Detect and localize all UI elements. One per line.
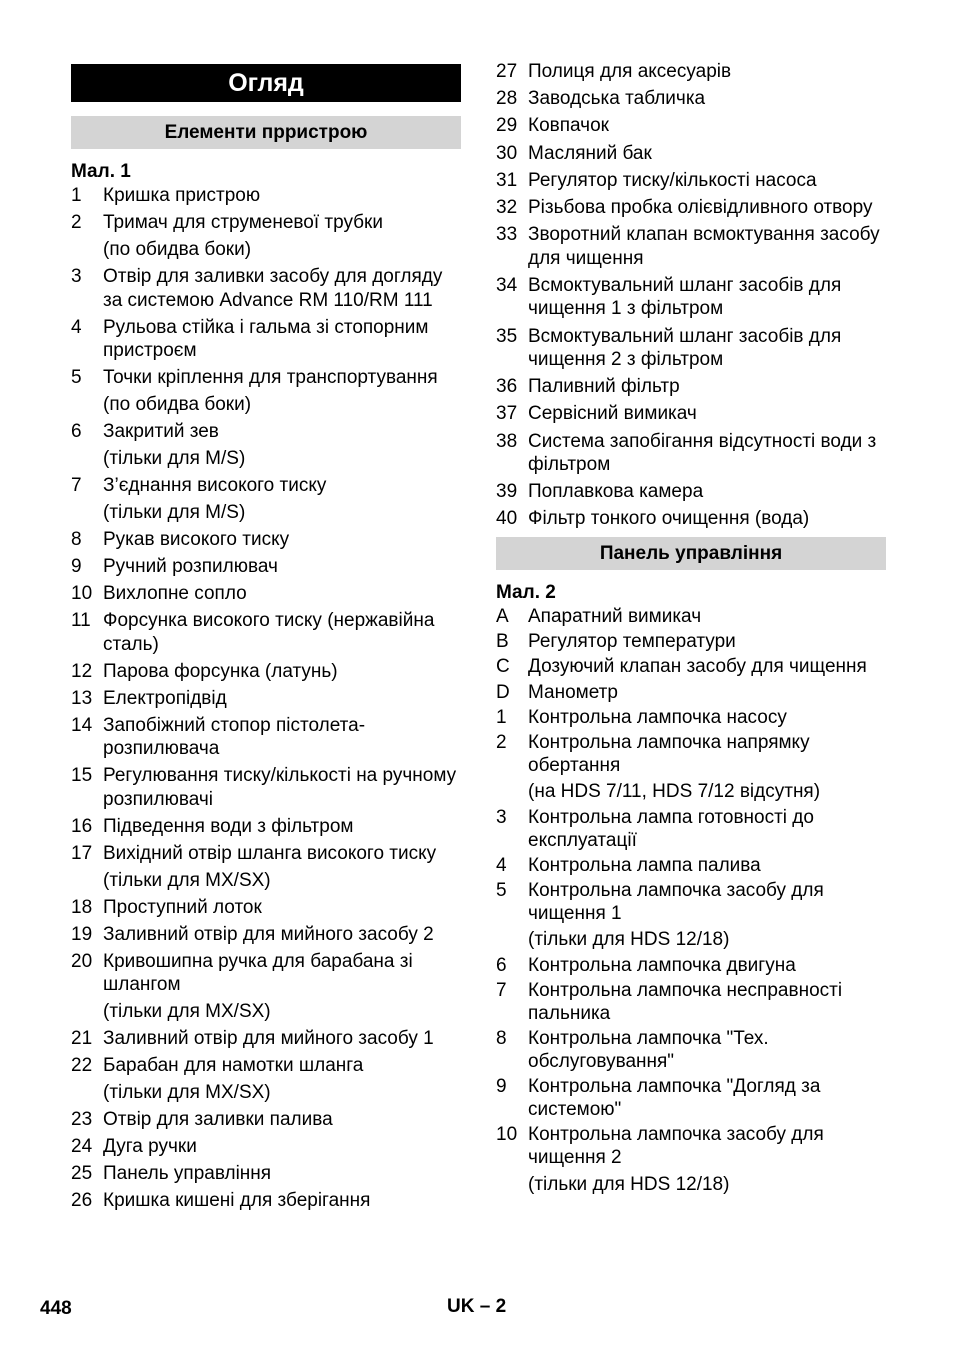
item-label: Манометр bbox=[528, 681, 618, 703]
item-text bbox=[103, 474, 461, 525]
list-item bbox=[496, 142, 886, 166]
item-number: 24 bbox=[71, 1136, 93, 1157]
item-number: 25 bbox=[71, 1163, 93, 1184]
item-text bbox=[103, 1054, 461, 1105]
item-label: Регулювання тиску/кількості на ручному розпилювачі bbox=[103, 765, 457, 810]
item-text bbox=[103, 366, 461, 417]
list-item bbox=[496, 854, 886, 877]
item-label: Дозуючий клапан засобу для чищення bbox=[528, 656, 867, 678]
list-item bbox=[71, 366, 461, 417]
item-note: (тільки для HDS 12/18) bbox=[528, 929, 730, 951]
page-number: 448 bbox=[40, 1298, 72, 1319]
list-item bbox=[496, 325, 886, 372]
item-label: Контрольна лампочка насосу bbox=[528, 706, 787, 728]
list-item bbox=[71, 528, 461, 552]
device-elements-list-continued bbox=[496, 60, 886, 531]
item-label: Отвір для заливки засобу для догляду за системою Advance RM 110/RM 111 bbox=[103, 266, 443, 311]
item-text bbox=[103, 211, 461, 262]
item-number: 7 bbox=[496, 979, 507, 1001]
list-item bbox=[496, 954, 886, 977]
list-item bbox=[496, 806, 886, 852]
item-number: 38 bbox=[496, 430, 518, 452]
item-label: Зворотний клапан всмоктування засобу для чищення bbox=[528, 224, 880, 269]
item-text bbox=[528, 731, 886, 804]
item-label: Отвір для заливки палива bbox=[103, 1109, 333, 1130]
list-item bbox=[496, 655, 886, 678]
list-item bbox=[71, 1054, 461, 1105]
list-item bbox=[496, 681, 886, 704]
list-item bbox=[71, 1189, 461, 1213]
figure-1-label: Мал. 1 bbox=[71, 161, 131, 182]
list-item bbox=[496, 430, 886, 477]
item-label: Сервісний вимикач bbox=[528, 403, 697, 425]
item-text bbox=[528, 480, 886, 504]
item-text bbox=[103, 316, 461, 363]
list-item bbox=[71, 764, 461, 811]
left-column bbox=[71, 60, 461, 1216]
item-text bbox=[528, 1027, 886, 1073]
list-item bbox=[496, 480, 886, 504]
item-label: Полиця для аксесуарів bbox=[528, 61, 732, 82]
list-item bbox=[496, 196, 886, 220]
item-number: 3 bbox=[71, 266, 82, 287]
item-text bbox=[103, 1189, 461, 1213]
item-number: 32 bbox=[496, 196, 518, 218]
item-text bbox=[103, 609, 461, 656]
item-number: 5 bbox=[496, 879, 507, 901]
item-note: (на HDS 7/11, HDS 7/12 відсутня) bbox=[528, 781, 821, 803]
item-text bbox=[528, 142, 886, 166]
item-number: 9 bbox=[496, 1076, 507, 1098]
item-number: 33 bbox=[496, 224, 518, 246]
item-number: 22 bbox=[71, 1055, 93, 1076]
list-item bbox=[496, 223, 886, 270]
item-number: 19 bbox=[71, 923, 93, 945]
list-item bbox=[71, 714, 461, 761]
item-text bbox=[528, 114, 886, 138]
list-item bbox=[71, 896, 461, 920]
item-label: Кришка пристрою bbox=[103, 185, 261, 206]
list-item bbox=[496, 605, 886, 628]
item-text bbox=[103, 555, 461, 579]
item-text bbox=[528, 325, 886, 372]
item-number: C bbox=[496, 656, 510, 678]
item-number: 1 bbox=[496, 706, 507, 728]
item-number: 6 bbox=[71, 421, 82, 442]
page-title: Огляд bbox=[71, 64, 461, 102]
item-text bbox=[103, 660, 461, 684]
item-label: Закритий зев bbox=[103, 421, 219, 442]
list-item bbox=[496, 375, 886, 399]
list-item bbox=[71, 184, 461, 208]
list-item bbox=[71, 474, 461, 525]
item-label: Всмоктувальний шланг засобів для чищення 2 з фільтром bbox=[528, 325, 842, 370]
item-label: Апаратний вимикач bbox=[528, 605, 702, 627]
item-text bbox=[528, 375, 886, 399]
item-label: Вихідний отвір шланга високого тиску bbox=[103, 842, 437, 864]
item-number: 29 bbox=[496, 115, 518, 137]
item-label: Регулятор тиску/кількості насоса bbox=[528, 169, 817, 191]
item-text bbox=[528, 879, 886, 952]
list-item bbox=[71, 609, 461, 656]
item-text bbox=[103, 582, 461, 606]
item-number: 28 bbox=[496, 88, 518, 110]
item-label: Паливний фільтр bbox=[528, 376, 680, 398]
item-text bbox=[103, 896, 461, 920]
item-text bbox=[528, 507, 886, 531]
list-item bbox=[71, 420, 461, 471]
item-text bbox=[528, 605, 886, 628]
item-text bbox=[528, 196, 886, 220]
item-label: Система запобігання відсутності води з фільтром bbox=[528, 430, 877, 476]
item-label: Барабан для намотки шланга bbox=[103, 1055, 364, 1076]
item-text bbox=[103, 923, 461, 947]
item-number: 17 bbox=[71, 842, 93, 864]
item-label: Рульова стійка і гальма зі стопорним пристроєм bbox=[103, 316, 429, 361]
list-item bbox=[496, 731, 886, 804]
item-label: Точки кріплення для транспортування bbox=[103, 367, 438, 388]
item-number: 21 bbox=[71, 1028, 93, 1049]
item-number: 7 bbox=[71, 475, 82, 496]
item-label: Контрольна лампочка несправності пальника bbox=[528, 979, 843, 1024]
item-text bbox=[103, 1135, 461, 1159]
item-label: Контрольна лампа готовності до експлуатації bbox=[528, 806, 814, 851]
item-note: (тільки для MX/SX) bbox=[103, 1082, 271, 1103]
item-note: (тільки для HDS 12/18) bbox=[528, 1173, 730, 1195]
item-number: 6 bbox=[496, 954, 507, 976]
list-item bbox=[496, 1075, 886, 1121]
item-number: 20 bbox=[71, 950, 93, 972]
item-text bbox=[103, 1027, 461, 1051]
item-label: Електропідвід bbox=[103, 687, 227, 709]
list-item bbox=[496, 879, 886, 952]
item-label: Регулятор температури bbox=[528, 631, 736, 653]
item-number: 31 bbox=[496, 169, 518, 191]
list-item bbox=[496, 402, 886, 426]
item-text bbox=[528, 430, 886, 477]
list-item bbox=[496, 87, 886, 111]
item-number: 37 bbox=[496, 403, 518, 425]
list-item bbox=[71, 842, 461, 893]
list-item bbox=[71, 660, 461, 684]
item-number: 11 bbox=[71, 610, 91, 631]
item-text bbox=[103, 265, 461, 312]
item-note: (тільки для M/S) bbox=[103, 502, 246, 523]
list-item bbox=[496, 507, 886, 531]
figure-2-label: Мал. 2 bbox=[496, 581, 556, 603]
item-number: 13 bbox=[71, 687, 93, 709]
list-item bbox=[496, 1123, 886, 1196]
item-number: 2 bbox=[71, 212, 82, 233]
item-note: (тільки для M/S) bbox=[103, 448, 246, 469]
item-label: Всмоктувальний шланг засобів для чищення 1 з фільтром bbox=[528, 274, 842, 320]
item-number: 40 bbox=[496, 508, 518, 530]
device-elements-heading: Елементи прристрою bbox=[71, 116, 461, 149]
item-text bbox=[528, 274, 886, 321]
item-number: 14 bbox=[71, 714, 93, 736]
list-item bbox=[71, 687, 461, 711]
list-item bbox=[496, 274, 886, 321]
language-page-label: UK – 2 bbox=[447, 1296, 507, 1317]
item-text bbox=[528, 681, 886, 704]
item-text bbox=[103, 1162, 461, 1186]
item-text bbox=[528, 979, 886, 1025]
item-number: 35 bbox=[496, 325, 518, 347]
item-number: 4 bbox=[71, 316, 82, 338]
item-text bbox=[528, 87, 886, 111]
item-label: Проступний лоток bbox=[103, 896, 262, 918]
item-label: Фільтр тонкого очищення (вода) bbox=[528, 508, 810, 530]
item-text bbox=[103, 842, 461, 893]
item-number: 39 bbox=[496, 481, 518, 503]
list-item bbox=[71, 1135, 461, 1159]
item-label: Контрольна лампочка "Тех. обслуговування" bbox=[528, 1028, 769, 1072]
item-label: Поплавкова камера bbox=[528, 481, 704, 503]
item-number: 23 bbox=[71, 1109, 93, 1130]
list-item bbox=[496, 114, 886, 138]
item-label: Контрольна лампа палива bbox=[528, 854, 761, 876]
item-text bbox=[103, 184, 461, 208]
item-label: З’єднання високого тиску bbox=[103, 475, 327, 496]
item-text bbox=[103, 687, 461, 711]
item-label: Рукав високого тиску bbox=[103, 529, 290, 550]
list-item bbox=[496, 60, 886, 84]
list-item bbox=[71, 316, 461, 363]
item-number: 34 bbox=[496, 274, 518, 296]
control-panel-list bbox=[496, 605, 886, 1196]
item-number: 18 bbox=[71, 896, 93, 918]
item-number: 16 bbox=[71, 815, 93, 837]
item-number: 8 bbox=[496, 1028, 507, 1049]
item-label: Контрольна лампочка засобу для чищення 1 bbox=[528, 879, 824, 924]
item-number: 30 bbox=[496, 142, 518, 164]
list-item bbox=[71, 555, 461, 579]
list-item bbox=[71, 582, 461, 606]
list-item bbox=[71, 1108, 461, 1132]
item-text bbox=[528, 223, 886, 270]
item-text bbox=[103, 950, 461, 1024]
list-item bbox=[71, 265, 461, 312]
item-text bbox=[528, 60, 886, 84]
item-label: Заводська табличка bbox=[528, 88, 706, 110]
item-note: (по обидва боки) bbox=[103, 394, 252, 415]
item-label: Ручний розпилювач bbox=[103, 556, 278, 577]
control-panel-heading: Панель управління bbox=[496, 537, 886, 570]
item-label: Контрольна лампочка напрямку обертання bbox=[528, 731, 810, 776]
list-item bbox=[71, 1027, 461, 1051]
item-label: Кришка кишені для зберігання bbox=[103, 1190, 371, 1211]
item-number: 4 bbox=[496, 854, 507, 876]
item-number: 1 bbox=[71, 185, 82, 206]
item-label: Різьбова пробка олієвідливного отвору bbox=[528, 196, 873, 218]
item-text bbox=[103, 528, 461, 552]
item-number: 2 bbox=[496, 731, 507, 753]
item-text bbox=[103, 764, 461, 811]
item-note: (тільки для MX/SX) bbox=[103, 869, 271, 891]
item-number: 12 bbox=[71, 660, 93, 682]
item-label: Контрольна лампочка двигуна bbox=[528, 954, 796, 976]
item-text bbox=[528, 706, 886, 729]
item-text bbox=[528, 954, 886, 977]
item-label: Підведення води з фільтром bbox=[103, 815, 354, 837]
item-number: 10 bbox=[496, 1124, 518, 1146]
item-label: Вихлопне сопло bbox=[103, 583, 247, 604]
item-number: 10 bbox=[71, 583, 93, 604]
item-label: Парова форсунка (латунь) bbox=[103, 660, 338, 682]
item-label: Тримач для струменевої трубки bbox=[103, 212, 383, 233]
item-label: Контрольна лампочка "Догляд за системою" bbox=[528, 1076, 821, 1121]
item-text bbox=[528, 630, 886, 653]
item-note: (по обидва боки) bbox=[103, 239, 252, 260]
right-column bbox=[496, 60, 886, 1198]
item-text bbox=[528, 169, 886, 193]
item-text bbox=[528, 806, 886, 852]
item-number: 36 bbox=[496, 376, 518, 398]
item-text bbox=[528, 655, 886, 678]
item-label: Кривошипна ручка для барабана зі шлангом bbox=[103, 950, 413, 995]
item-label: Контрольна лампочка засобу для чищення 2 bbox=[528, 1124, 824, 1169]
item-number: B bbox=[496, 631, 509, 653]
list-item bbox=[496, 630, 886, 653]
item-label: Ковпачок bbox=[528, 115, 609, 137]
item-number: A bbox=[496, 605, 509, 627]
item-text bbox=[528, 854, 886, 877]
item-number: 8 bbox=[71, 529, 82, 550]
list-item bbox=[496, 1027, 886, 1073]
item-number: D bbox=[496, 681, 510, 703]
item-label: Масляний бак bbox=[528, 142, 652, 164]
item-text bbox=[103, 815, 461, 839]
list-item bbox=[496, 169, 886, 193]
item-label: Запобіжний стопор пістолета-розпилювача bbox=[103, 714, 366, 759]
list-item bbox=[71, 211, 461, 262]
item-label: Панель управління bbox=[103, 1163, 272, 1184]
list-item bbox=[496, 979, 886, 1025]
item-text bbox=[528, 1123, 886, 1196]
item-label: Заливний отвір для мийного засобу 1 bbox=[103, 1028, 434, 1049]
item-number: 26 bbox=[71, 1190, 93, 1211]
item-text bbox=[528, 1075, 886, 1121]
device-elements-list bbox=[71, 184, 461, 1213]
item-text bbox=[528, 402, 886, 426]
item-number: 3 bbox=[496, 806, 507, 828]
item-text bbox=[103, 420, 461, 471]
item-number: 5 bbox=[71, 367, 82, 388]
item-text bbox=[103, 1108, 461, 1132]
item-text bbox=[103, 714, 461, 761]
item-number: 27 bbox=[496, 61, 518, 82]
item-number: 9 bbox=[71, 556, 82, 577]
item-number: 15 bbox=[71, 765, 93, 786]
item-label: Форсунка високого тиску (нержавійна сталь) bbox=[103, 610, 435, 655]
list-item bbox=[496, 706, 886, 729]
list-item bbox=[71, 923, 461, 947]
item-label: Дуга ручки bbox=[103, 1136, 197, 1157]
list-item bbox=[71, 815, 461, 839]
item-note: (тільки для MX/SX) bbox=[103, 1001, 271, 1022]
item-label: Заливний отвір для мийного засобу 2 bbox=[103, 923, 434, 945]
list-item bbox=[71, 950, 461, 1024]
list-item bbox=[71, 1162, 461, 1186]
